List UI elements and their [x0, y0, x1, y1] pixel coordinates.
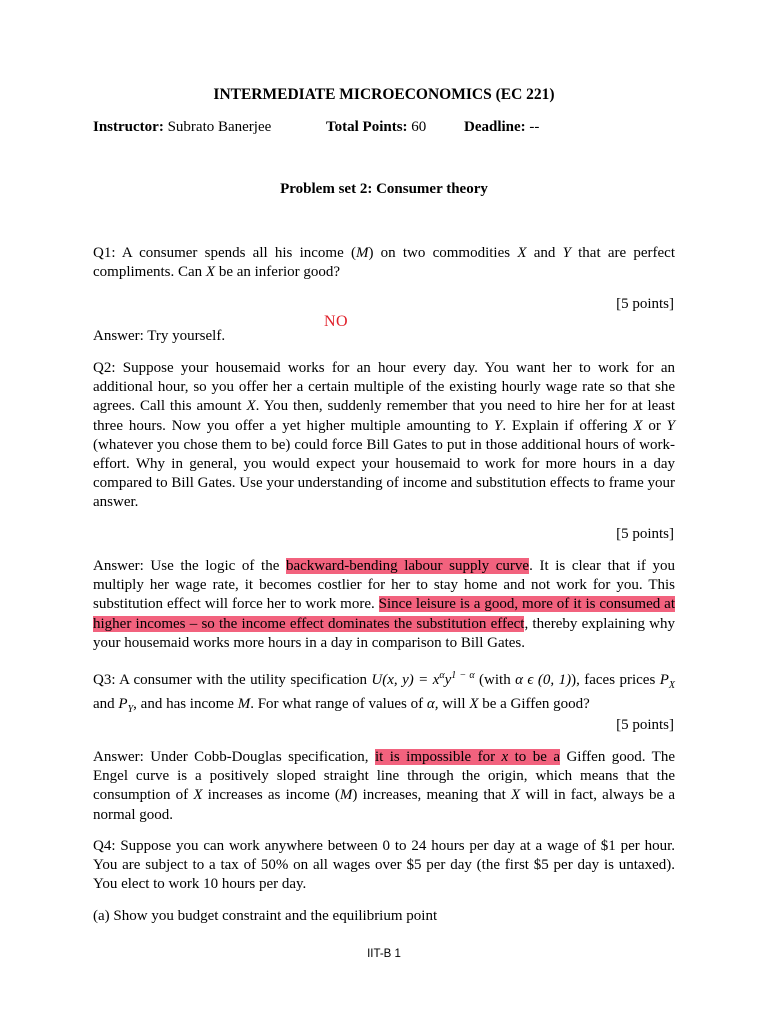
total-points-label: Total Points: — [326, 119, 408, 135]
question-1-points: [5 points] — [616, 296, 674, 312]
answer-3: Answer: Under Cobb-Douglas specification, it is impossible for x to be a Giffen good. The Engel curve is a positively sloped straight line through the origin, which means that the consumption of X increases as income (M) increases, meaning that X will in fact, always be a normal good. — [93, 749, 676, 823]
total-points-value: 60 — [411, 119, 427, 135]
deadline-label: Deadline: — [464, 119, 526, 135]
answer-2: Answer: Use the logic of the backward-bending labour supply curve. It is clear that if you multiply her wage rate, it becomes costlier for her to stay home and not work for you. This substitution effect will force her to work more. Since leisure is a good, more of it is consumed at higher incomes – so the income effect dominates the substitution effect, thereby explaining why your housemaid works more hours in a day in comparison to Bill Gates. — [93, 558, 675, 651]
total-points — [326, 119, 426, 136]
page-footer: IIT-B 1 — [367, 948, 401, 960]
highlight-impossible-giffen: it is impossible for x to be a — [374, 749, 560, 765]
question-3: Q3: A consumer with the utility specification U(x, $y) = x^\alpha y^{1 - \alpha}$ (with α ϵ (0, 1)), faces prices $P_X$ and $P_Y$, and has income M. For what range of values of α, will X be a Giffen good? — [93, 670, 675, 716]
instructor-name: Subrato Banerjee — [167, 119, 272, 135]
document-title: INTERMEDIATE MICROECONOMICS (EC 221) — [213, 86, 555, 103]
deadline — [464, 119, 539, 136]
instructor-line — [93, 119, 271, 136]
question-4-part-a: (a) Show you budget constraint and the equilibrium point — [93, 908, 438, 924]
highlight-leisure-income-effect: Since leisure is a good, more of it is consumed at higher incomes – so the income effect dominates the substitution effect — [93, 596, 675, 632]
question-1: Q1: A consumer spends all his income (M) on two commodities X and Y that are perfect compliments. Can X be an inferior good? — [93, 245, 675, 281]
highlight-backward-bending: backward-bending labour supply curve — [285, 558, 530, 574]
handwritten-answer-no: NO — [324, 313, 349, 330]
question-2: Q2: Suppose your housemaid works for an hour every day. You want her to work for an additional hour, so you offer her a certain multiple of the existing hourly wage rate so that she agrees. Call this amount X. You then, suddenly remember that you need to hire her for at least three hours. Now you offer a yet higher multiple amounting to Y. Explain if offering X or Y (whatever you chose them to be) could force Bill Gates to put in those additional hours of work-effort. Why in general, you would expect your housemaid to work for more hours in a day compared to Bill Gates. Use your understanding of income and substitution effects to frame your answer. — [93, 360, 676, 511]
instructor-label: Instructor: — [93, 119, 164, 135]
problem-set-title: Problem set 2: Consumer theory — [280, 181, 488, 197]
question-4: Q4: Suppose you can work anywhere between 0 to 24 hours per day at a wage of $1 per hour. You are subject to a tax of 50% on all wages over $5 per day (the first $5 per day is untaxed). You elect to work 10 hours per day. — [93, 838, 675, 893]
question-3-points: [5 points] — [616, 717, 674, 733]
answer-1: Answer: Try yourself. — [93, 328, 226, 344]
deadline-value: -- — [529, 119, 540, 135]
question-2-points: [5 points] — [616, 526, 674, 542]
